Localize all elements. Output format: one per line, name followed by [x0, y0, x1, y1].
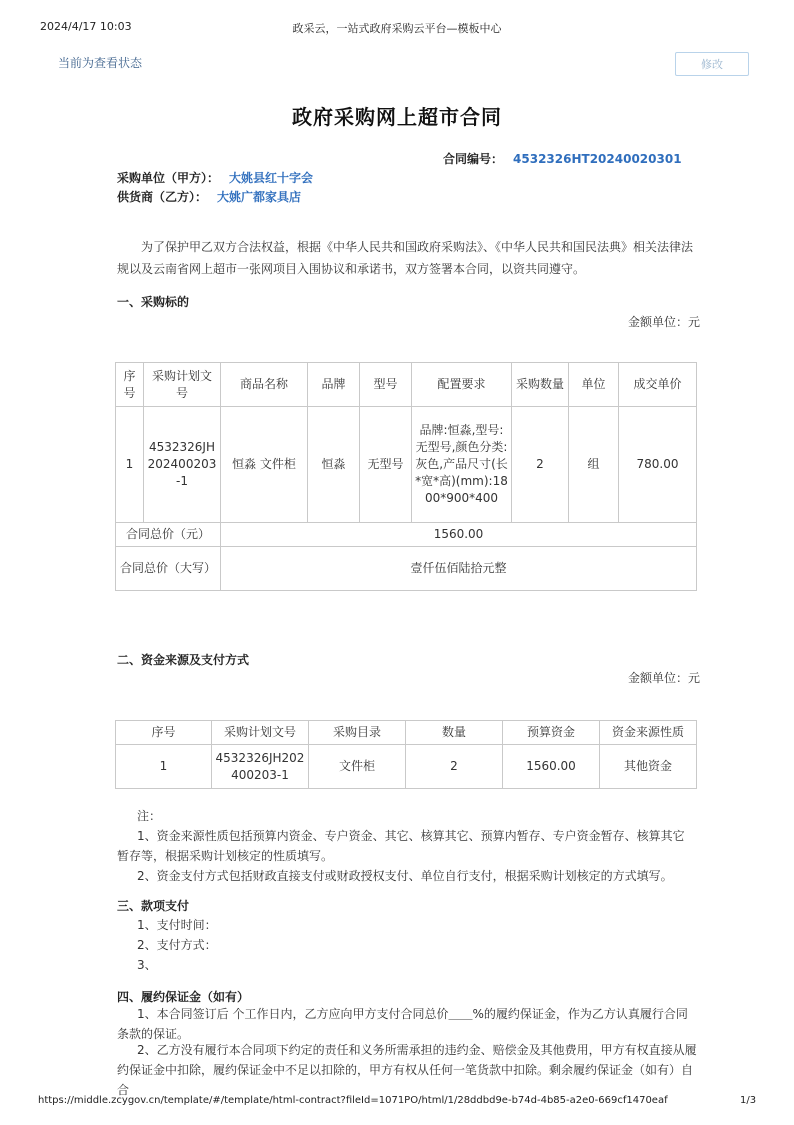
contract-number-label: 合同编号： [443, 152, 504, 166]
buyer-value: 大姚县红十字会 [229, 171, 314, 185]
fcol-catalog: 采购目录 [309, 721, 406, 745]
print-date: 2024/4/17 10:03 [40, 20, 132, 33]
buyer-label: 采购单位（甲方）： [117, 171, 220, 185]
total-capital-row [116, 547, 697, 591]
funding-table [115, 720, 697, 789]
section3-heading: 三、款项支付 [117, 899, 190, 913]
payment-method: 2、支付方式： [137, 938, 217, 952]
col-config: 配置要求 [412, 363, 512, 407]
cell-qty: 2 [512, 407, 569, 523]
view-status-text: 当前为查看状态 [58, 56, 143, 70]
total-value: 1560.00 [221, 523, 697, 547]
payment-item-3: 3、 [137, 958, 157, 972]
section1-unit: 金额单位：元 [628, 315, 701, 329]
contract-number [443, 150, 682, 167]
section2-heading: 二、资金来源及支付方式 [117, 653, 250, 667]
supplier-label: 供货商（乙方）： [117, 190, 208, 204]
col-model: 型号 [360, 363, 412, 407]
footer-url: https://middle.zcygov.cn/template/#/template/html-contract?fileId=1071PO/html/1/28ddbd9e-b74d-4b85-a2e0-669cf1470eaf [38, 1095, 668, 1106]
cell-unit: 组 [569, 407, 619, 523]
contract-number-value: 4532326HT20240020301 [513, 152, 682, 166]
deposit-paragraph-1: 1、本合同签订后 个工作日内，乙方应向甲方支付合同总价＿＿%的履约保证金，作为乙方认真履行合同条款的保证。 [117, 1007, 688, 1041]
table-row [116, 407, 697, 523]
section4-heading: 四、履约保证金（如有） [117, 990, 250, 1004]
fcol-source: 资金来源性质 [600, 721, 697, 745]
fcell-catalog: 文件柜 [309, 745, 406, 789]
cell-model: 无型号 [360, 407, 412, 523]
note-1: 1、资金来源性质包括预算内资金、专户资金、其它、核算其它、预算内暂存、专户资金暂存、核算其它 暂存等，根据采购计划核定的性质填写。 [117, 829, 685, 863]
supplier-value: 大姚广都家具店 [217, 190, 302, 204]
payment-time: 1、支付时间： [137, 918, 217, 932]
table-header-row [116, 363, 697, 407]
deposit-paragraph-2: 2、乙方没有履行本合同项下约定的责任和义务所需承担的违约金、赔偿金及其他费用，甲方有权直接从履约保证金中扣除，履约保证金中不足以扣除的，甲方有权从任何一笔货款中扣除。剩余履约保证金（如有）自 合 [117, 1043, 697, 1097]
print-header-title: 政采云，一站式政府采购云平台—模板中心 [292, 22, 502, 35]
table-row [116, 745, 697, 789]
col-name: 商品名称 [221, 363, 308, 407]
total-row [116, 523, 697, 547]
fcell-no: 1 [116, 745, 212, 789]
col-no: 序号 [116, 363, 144, 407]
cell-no: 1 [116, 407, 144, 523]
fcol-qty: 数量 [406, 721, 503, 745]
fcol-plan: 采购计划文号 [212, 721, 309, 745]
edit-button[interactable]: 修改 [675, 52, 749, 76]
supplier-line [117, 188, 301, 205]
funding-header-row [116, 721, 697, 745]
section1-heading: 一、采购标的 [117, 295, 190, 309]
note-label: 注： [137, 809, 162, 823]
cell-plan: 4532326JH202400203-1 [144, 407, 221, 523]
cell-config: 品牌:恒淼,型号:无型号,颜色分类:灰色,产品尺寸(长*宽*高)(mm):1800*900*400 [412, 407, 512, 523]
fcell-qty: 2 [406, 745, 503, 789]
total-label: 合同总价（元） [116, 523, 221, 547]
col-plan: 采购计划文号 [144, 363, 221, 407]
note-2: 2、资金支付方式包括财政直接支付或财政授权支付、单位自行支付，根据采购计划核定的方式填写。 [137, 869, 673, 883]
total-capital-value: 壹仟伍佰陆拾元整 [221, 547, 697, 591]
fcell-plan: 4532326JH202400203-1 [212, 745, 309, 789]
section2-unit: 金额单位：元 [628, 671, 701, 685]
fcell-budget: 1560.00 [503, 745, 600, 789]
col-unit: 单位 [569, 363, 619, 407]
col-qty: 采购数量 [512, 363, 569, 407]
cell-price: 780.00 [619, 407, 697, 523]
cell-name: 恒淼 文件柜 [221, 407, 308, 523]
page-number: 1/3 [740, 1095, 757, 1106]
total-capital-label: 合同总价（大写） [116, 547, 221, 591]
buyer-line [117, 169, 313, 186]
intro-paragraph: 为了保护甲乙双方合法权益，根据《中华人民共和国政府采购法》、《中华人民共和国民法典》相关法律法规以及云南省网上超市一张网项目入围协议和承诺书，双方签署本合同，以资共同遵守。 [117, 240, 694, 276]
cell-brand: 恒淼 [308, 407, 360, 523]
col-brand: 品牌 [308, 363, 360, 407]
document-title: 政府采购网上超市合同 [292, 105, 502, 129]
fcol-budget: 预算资金 [503, 721, 600, 745]
fcell-source: 其他资金 [600, 745, 697, 789]
col-price: 成交单价 [619, 363, 697, 407]
purchase-items-table [115, 362, 697, 591]
fcol-no: 序号 [116, 721, 212, 745]
